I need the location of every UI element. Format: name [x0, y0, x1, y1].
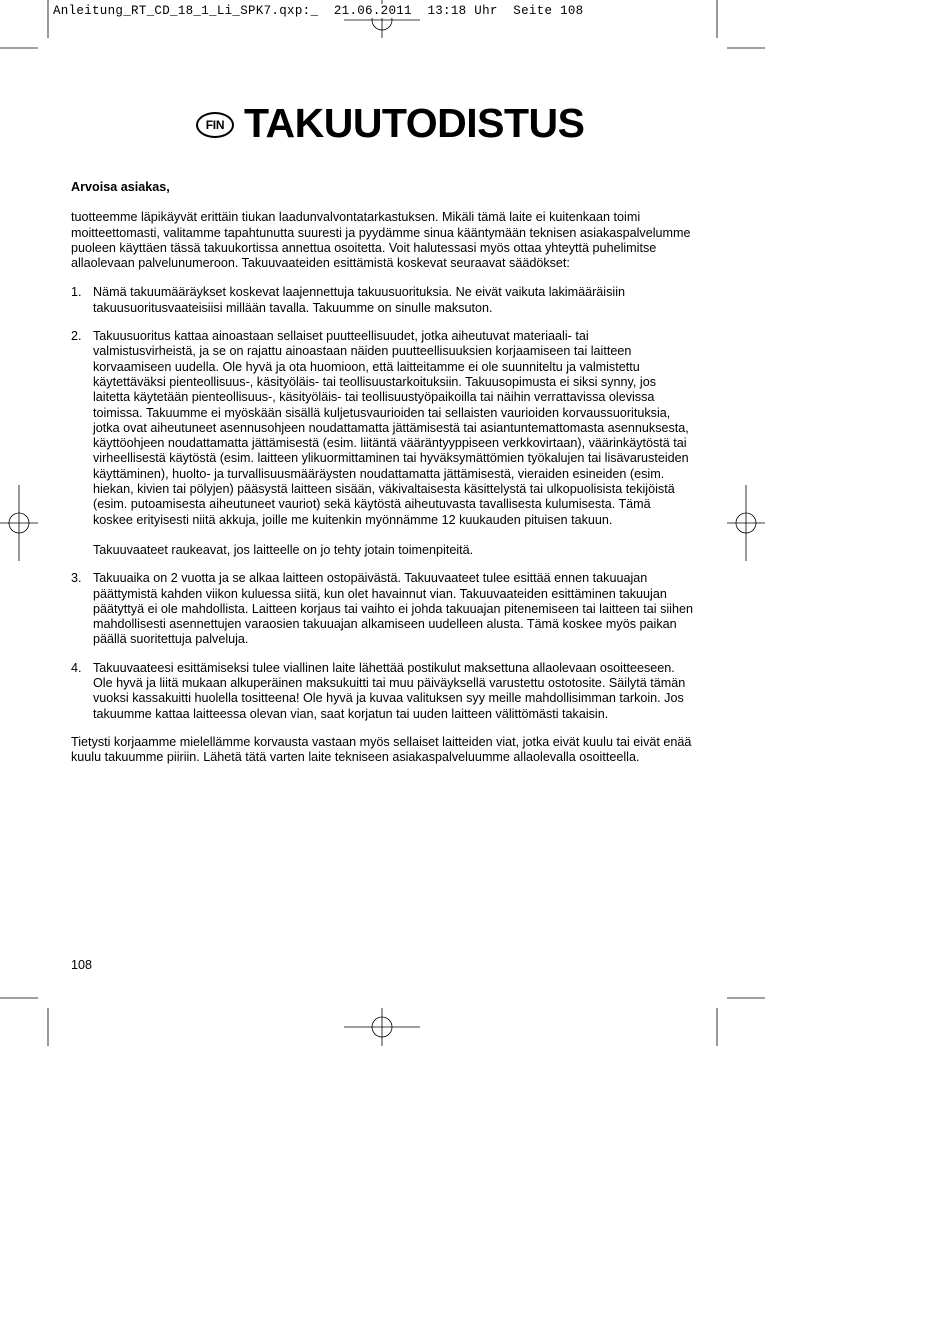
list-item — [71, 661, 693, 722]
paragraph: Nämä takuumääräykset koskevat laajennettuja takuusuorituksia. Ne eivät vaikuta lakimääräisiin takuusuoritusvaateisiisi millään tavalla. Takuumme on sinulle maksuton. — [93, 285, 625, 315]
salutation: Arvoisa asiakas, — [71, 180, 170, 194]
paragraph: Takuuvaateet raukeavat, jos laitteelle on jo tehty jotain toimenpiteitä. — [93, 542, 474, 557]
language-badge: FIN — [196, 112, 234, 138]
list-item-number: 4. — [71, 660, 82, 675]
list-item-text — [93, 285, 693, 316]
paragraph: Takuuvaateesi esittämiseksi tulee viallinen laite lähettää postikulut maksettuna allaolevaan osoitteeseen. Ole hyvä ja liitä mukaan alkuperäinen maksukuitti tai muu päiväyksellä varustettu ostotosite. Säilytä tämän vuoksi kassakuitti huolella tositteena! Ole hyvä ja kuvaa valituksen syy meille mahdollisimman tarkoin. Jos takuumme kattaa laitteessa olevan vian, saat korjatun tai uuden laitteen välittömästi takaisin. — [93, 660, 686, 721]
list-item-number: 3. — [71, 571, 82, 586]
list-item-number: 1. — [71, 285, 82, 300]
registration-mark-left — [0, 485, 38, 561]
list-item-text — [93, 661, 693, 722]
intro-paragraph: tuotteemme läpikäyvät erittäin tiukan laadunvalvontatarkastuksen. Mikäli tämä laite ei kuitenkaan toimi moitteettomasti, valitamme tapahtunutta suuresti ja pyydämme sinua kääntymään teknisen asiakaspalvelumme puoleen käyttäen tässä takuukortissa annettua osoitetta. Voit halutessasi myös ottaa yhteyttä puhelimitse allaolevaan palvelunumeroon. Takuuvaateiden esittämistä koskevat seuraavat säädökset: — [71, 210, 691, 271]
paragraph: Takuuaika on 2 vuotta ja se alkaa laitteen ostopäivästä. Takuuvaateet tulee esittää ennen takuuajan päättymistä kahden viikon kuluessa siitä, kun olet havainnut vian. Takuuvaateiden esittäminen takuujan päätyttyä ei ole mahdollista. Laitteen korjaus tai vaihto ei johda takuuajan pitenemiseen tai laitteen tai siihen mahdollisesti asennettujen varaosien takuuajan alkamiseen uudelleen alusta. Tämä koskee myös paikan päällä suoritettuja palveluja. — [93, 571, 693, 647]
page-number: 108 — [71, 958, 93, 972]
page-title: TAKUUTODISTUS — [244, 100, 585, 146]
registration-mark-bottom — [344, 1008, 420, 1046]
list-item — [71, 285, 693, 316]
page-header — [196, 98, 584, 148]
list-item-number: 2. — [71, 329, 82, 344]
warranty-terms-list — [71, 285, 693, 721]
print-slug-line: Anleitung_RT_CD_18_1_Li_SPK7.qxp:_ 21.06.2011 13:18 Uhr Seite 108 — [53, 4, 584, 18]
list-item — [71, 571, 693, 647]
closing-paragraph: Tietysti korjaamme mielellämme korvausta vastaan myös sellaiset laitteiden viat, jotka eivät kuulu tai eivät enää kuulu takuumme piiriin. Lähetä tätä varten laite tekniseen asiakaspalveluumme allaolevalla osoitteella. — [71, 734, 692, 765]
list-item-text — [93, 571, 693, 647]
list-item-text — [93, 329, 693, 558]
list-item — [71, 329, 693, 558]
document-body — [71, 180, 693, 766]
registration-mark-right — [727, 485, 765, 561]
paragraph: Takuusuoritus kattaa ainoastaan sellaiset puutteellisuudet, jotka aiheutuvat materiaali- tai valmistusvirheistä, ja se on rajattu ainoastaan näiden puutteellisuuksien korjaamiseen tai laitteen korvaamiseen uudella. Ole hyvä ja ota huomioon, että laitteitamme ei ole suunniteltu ja valmistettu käytettäväksi pienteollisuus-, käsityöläis- tai teollisuustarkoituksiin. Takuusopimusta ei siksi synny, jos laitetta käytetään pienteollisuus-, käsityöläis- tai teollisuustyöpaikoilla tai näihin verrattavissa olevissa toimissa. Takuumme ei myöskään sisällä kuljetusvaurioiden tai sellaisten vaurioiden korvaussuorituksia, jotka ovat aiheutuneet asennusohjeen noudattamatta jättämisestä tai asiantuntemattomasta asennuksesta, käyttöohjeen noudattamatta jättämisestä (esim. liitäntä vääräntyyppiseen verkkovirtaan), väärinkäytöstä tai virheellisestä käytöstä (esim. laitteen ylikuormittaminen tai hyväksymättömien työkalujen tai lisävarusteiden käyttäminen), huolto- ja turvallisuusmääräysten noudattamatta jättämisestä, vieraiden esineiden (esim. hiekan, kivien tai pölyjen) pääsystä laitteen sisään, väkivaltaisesta käsittelystä tai ulkopuolisista tekijöistä (esim. putoamisesta aiheutuneet vauriot) sekä käytöstä aiheutuvasta tavallisesta kulumisesta. Tämä koskee erityisesti niitä akkuja, joille me kuitenkin myönnämme 12 kuukauden pituisen takuun. — [93, 329, 689, 527]
